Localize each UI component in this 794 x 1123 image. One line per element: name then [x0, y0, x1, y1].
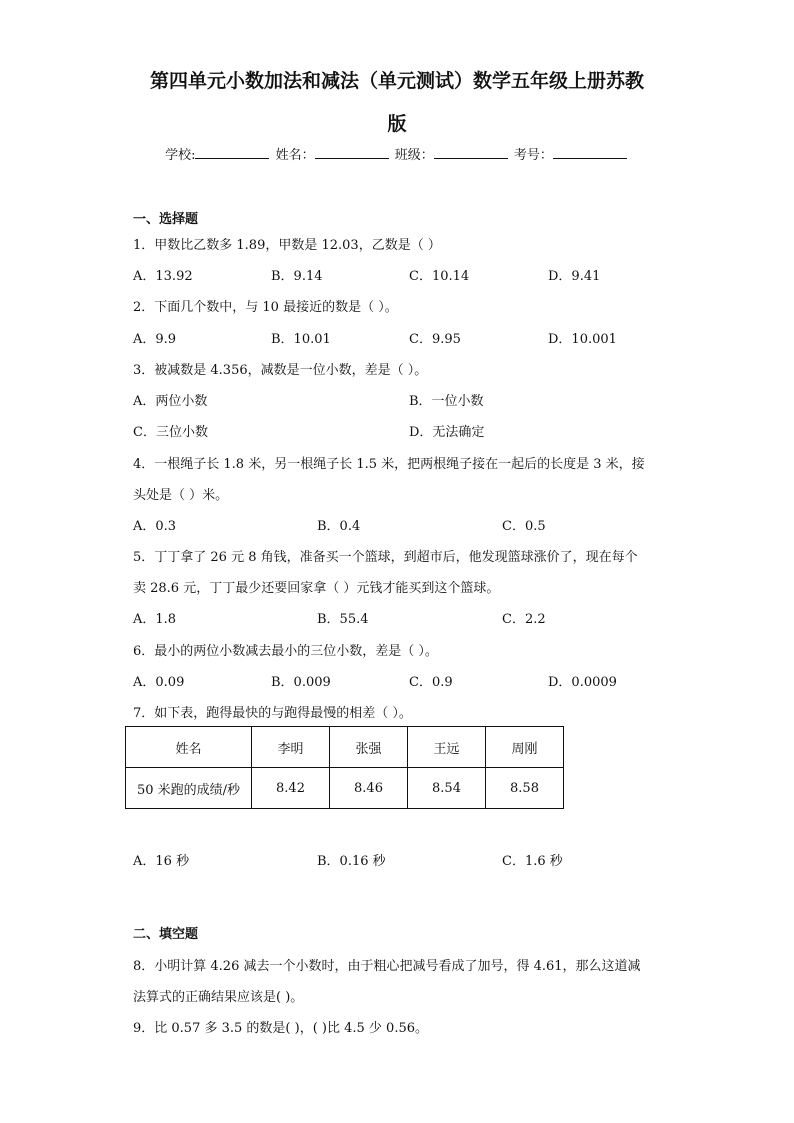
q6-option-b: B．0.009	[271, 675, 331, 690]
q6-option-a: A．0.09	[133, 675, 185, 690]
name-label: 姓名：	[275, 148, 315, 163]
table-cell: 张强	[330, 727, 408, 768]
running-score-table	[125, 726, 564, 809]
student-info-row	[0, 144, 794, 163]
q4-option-a: A．0.3	[133, 519, 177, 534]
q3-option-d: D．无法确定	[409, 425, 485, 440]
question-8-line1: 8．小明计算 4.26 减去一个小数时，由于粗心把减号看成了加号，得 4.61，那么这道减	[133, 959, 641, 974]
name-blank	[315, 145, 389, 159]
q7-option-a: A．16 秒	[133, 854, 190, 869]
q6-option-c: C．0.9	[409, 675, 453, 690]
q2-option-c: C．9.95	[409, 332, 461, 347]
table-cell: 50 米跑的成绩/秒	[126, 768, 252, 809]
class-label: 班级：	[394, 148, 434, 163]
q4-option-b: B．0.4	[317, 519, 361, 534]
table-row	[126, 768, 564, 809]
q4-option-c: C．0.5	[502, 519, 546, 534]
q3-option-a: A．两位小数	[133, 394, 208, 409]
exam-no-blank	[553, 145, 627, 159]
q1-option-c: C．10.14	[409, 269, 470, 284]
table-cell: 8.54	[408, 768, 486, 809]
question-3: 3．被减数是 4.356，减数是一位小数，差是（ ）。	[133, 363, 428, 378]
q5-option-b: B．55.4	[317, 612, 369, 627]
q1-option-a: A．13.92	[133, 269, 193, 284]
q7-option-b: B．0.16 秒	[317, 854, 386, 869]
q5-option-c: C．2.2	[502, 612, 546, 627]
q2-option-b: B．10.01	[271, 332, 331, 347]
table-cell: 王远	[408, 727, 486, 768]
question-5-line1: 5．丁丁拿了 26 元 8 角钱，准备买一个篮球，到超市后，他发现篮球涨价了，现在每个	[133, 550, 638, 565]
q2-option-a: A．9.9	[133, 332, 177, 347]
question-6: 6．最小的两位小数减去最小的三位小数，差是（ ）。	[133, 644, 438, 659]
question-1: 1．甲数比乙数多 1.89，甲数是 12.03，乙数是（ ）	[133, 238, 441, 253]
question-4-line1: 4．一根绳子长 1.8 米，另一根绳子长 1.5 米，把两根绳子接在一起后的长度是 3 米，接	[133, 457, 645, 472]
table-cell: 8.46	[330, 768, 408, 809]
q2-option-d: D．10.001	[548, 332, 617, 347]
page-title-line2: 版	[387, 113, 407, 135]
table-cell: 周刚	[486, 727, 564, 768]
section-heading-fill-blank: 二、填空题	[133, 927, 199, 942]
section-heading-choice: 一、选择题	[133, 212, 199, 227]
question-2: 2．下面几个数中，与 10 最接近的数是（ ）。	[133, 300, 398, 315]
school-label: 学校:	[165, 148, 196, 163]
q5-option-a: A．1.8	[133, 612, 177, 627]
q6-option-d: D．0.0009	[548, 675, 617, 690]
exam-no-label: 考号：	[513, 148, 553, 163]
table-header-row	[126, 727, 564, 768]
question-9: 9．比 0.57 多 3.5 的数是( )，( )比 4.5 少 0.56。	[133, 1021, 428, 1036]
q1-option-d: D．9.41	[548, 269, 601, 284]
q3-option-c: C．三位小数	[133, 425, 208, 440]
q7-option-c: C．1.6 秒	[502, 854, 563, 869]
table-cell: 姓名	[126, 727, 252, 768]
question-4-line2: 头处是（ ）米。	[133, 488, 229, 503]
table-cell: 李明	[252, 727, 330, 768]
q3-option-b: B．一位小数	[409, 394, 484, 409]
q1-option-b: B．9.14	[271, 269, 323, 284]
table-cell: 8.42	[252, 768, 330, 809]
class-blank	[434, 145, 508, 159]
table-cell: 8.58	[486, 768, 564, 809]
question-7: 7．如下表，跑得最快的与跑得最慢的相差（ ）。	[133, 706, 412, 721]
question-5-line2: 卖 28.6 元，丁丁最少还要回家拿（ ）元钱才能买到这个篮球。	[133, 581, 500, 596]
school-blank	[195, 145, 269, 159]
page-title-line1: 第四单元小数加法和减法（单元测试）数学五年级上册苏教	[149, 70, 644, 92]
question-8-line2: 法算式的正确结果应该是( )。	[133, 990, 304, 1005]
